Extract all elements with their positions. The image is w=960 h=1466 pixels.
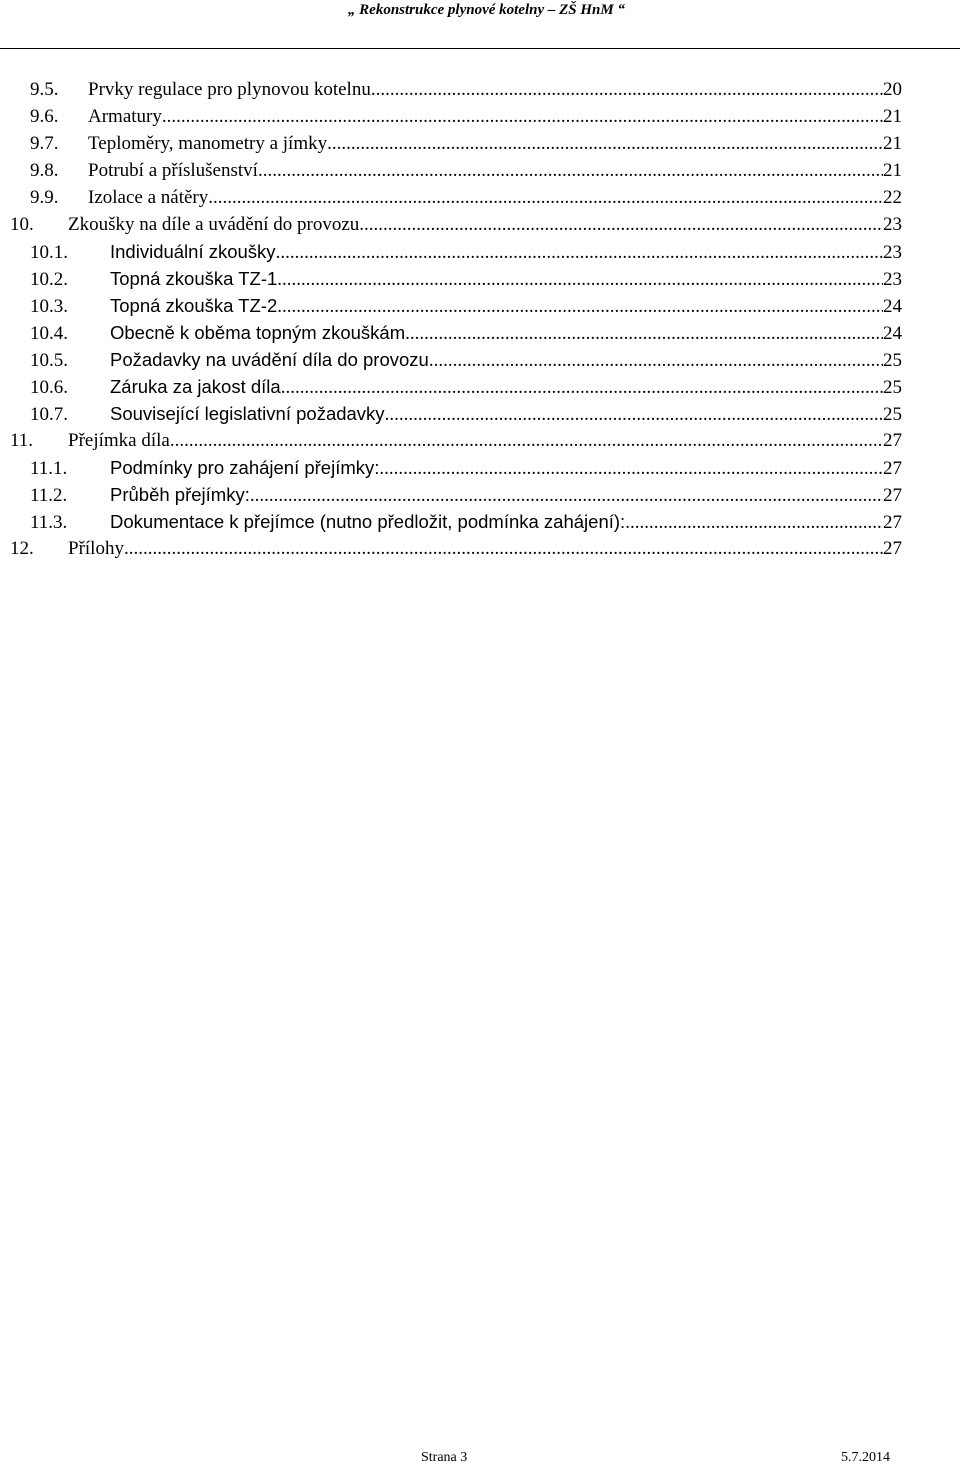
toc-entry-page-number: 24 xyxy=(883,296,902,317)
toc-entry-page-number: 27 xyxy=(883,458,902,479)
toc-entry-title: Armatury xyxy=(88,106,162,127)
toc-entry-page-number: 27 xyxy=(883,512,902,533)
toc-entry-title: Obecně k oběma topným zkouškám xyxy=(110,322,406,343)
toc-entry-page-number: 25 xyxy=(883,350,902,371)
toc-entry-page-number: 21 xyxy=(883,133,902,154)
toc-entry[interactable] xyxy=(0,427,902,454)
toc-entry-title: Topná zkouška TZ-1 xyxy=(110,268,278,289)
toc-dot-leader xyxy=(250,482,883,509)
toc-entry[interactable] xyxy=(0,454,902,481)
toc-entry-page-number: 23 xyxy=(883,242,902,263)
toc-dot-leader xyxy=(625,509,883,536)
toc-entry[interactable] xyxy=(0,211,902,238)
toc-dot-leader xyxy=(327,130,883,157)
footer-page-label: Strana 3 xyxy=(421,1450,468,1465)
toc-entry-number: 10.5. xyxy=(30,350,68,371)
toc-entry[interactable] xyxy=(0,292,902,319)
toc-dot-leader xyxy=(371,76,883,103)
toc-entry-title: Potrubí a příslušenství xyxy=(88,160,258,181)
toc-entry-page-number: 20 xyxy=(883,79,902,100)
toc-entry-number: 9.6. xyxy=(30,106,59,127)
toc-entry-page-number: 23 xyxy=(883,269,902,290)
toc-entry-number: 9.7. xyxy=(30,133,59,154)
toc-entry-page-number: 24 xyxy=(883,323,902,344)
toc-entry-page-number: 23 xyxy=(883,214,902,235)
toc-entry-title: Související legislativní požadavky xyxy=(110,403,385,424)
toc-dot-leader xyxy=(405,320,883,347)
toc-dot-leader xyxy=(277,266,883,293)
toc-entry-title: Individuální zkoušky xyxy=(110,241,276,262)
toc-entry-title: Přílohy xyxy=(68,538,124,559)
toc-entry-title: Záruka za jakost díla xyxy=(110,376,281,397)
toc-entry-number: 11.3. xyxy=(30,512,68,533)
toc-entry-title: Topná zkouška TZ-2 xyxy=(110,295,278,316)
toc-entry-number: 10.2. xyxy=(30,269,68,290)
toc-entry-page-number: 25 xyxy=(883,404,902,425)
toc-entry[interactable] xyxy=(0,373,902,400)
toc-entry-title: Požadavky na uvádění díla do provozu xyxy=(110,349,429,370)
toc-entry-number: 10.4. xyxy=(30,323,68,344)
toc-dot-leader xyxy=(379,455,883,482)
toc-entry-number: 10.6. xyxy=(30,377,68,398)
toc-entry-number: 9.9. xyxy=(30,187,59,208)
toc-entry-page-number: 21 xyxy=(883,106,902,127)
toc-entry[interactable] xyxy=(0,238,902,265)
toc-entry-number: 9.8. xyxy=(30,160,59,181)
toc-entry-page-number: 27 xyxy=(883,430,902,451)
toc-entry-title: Izolace a nátěry xyxy=(88,187,209,208)
toc-entry-number: 10. xyxy=(10,214,34,235)
header-divider xyxy=(0,48,960,49)
toc-dot-leader xyxy=(258,157,883,184)
toc-entry-number: 10.7. xyxy=(30,404,68,425)
toc-entry[interactable] xyxy=(0,319,902,346)
toc-entry[interactable] xyxy=(0,76,902,103)
toc-entry-number: 12. xyxy=(10,538,34,559)
toc-entry[interactable] xyxy=(0,535,902,562)
toc-entry[interactable] xyxy=(0,130,902,157)
toc-entry[interactable] xyxy=(0,400,902,427)
toc-entry-title: Teploměry, manometry a jímky xyxy=(88,133,328,154)
toc-dot-leader xyxy=(170,427,883,454)
toc-dot-leader xyxy=(277,293,883,320)
toc-dot-leader xyxy=(276,239,883,266)
toc-entry-number: 10.3. xyxy=(30,296,68,317)
toc-entry-number: 11.2. xyxy=(30,485,68,506)
toc-entry-page-number: 21 xyxy=(883,160,902,181)
toc-entry[interactable] xyxy=(0,103,902,130)
toc-entry-title: Prvky regulace pro plynovou kotelnu xyxy=(88,79,371,100)
toc-entry[interactable] xyxy=(0,157,902,184)
toc-dot-leader xyxy=(162,103,883,130)
toc-entry[interactable] xyxy=(0,346,902,373)
toc-entry-number: 11.1. xyxy=(30,458,68,479)
toc-dot-leader xyxy=(124,535,883,562)
toc-entry[interactable] xyxy=(0,508,902,535)
toc-entry-title: Průběh přejímky: xyxy=(110,484,250,505)
toc-entry-number: 11. xyxy=(10,430,34,451)
toc-entry-title: Dokumentace k přejímce (nutno předložit, podmínka zahájení): xyxy=(110,511,626,532)
toc-entry-number: 9.5. xyxy=(30,79,59,100)
toc-dot-leader xyxy=(208,184,883,211)
toc-entry-title: Zkoušky na díle a uvádění do provozu xyxy=(68,214,360,235)
page-header-title: „ Rekonstrukce plynové kotelny – ZŠ HnM “ xyxy=(347,2,625,18)
toc-dot-leader xyxy=(359,211,883,238)
table-of-contents xyxy=(0,76,902,562)
toc-entry-page-number: 27 xyxy=(883,485,902,506)
toc-entry[interactable] xyxy=(0,481,902,508)
toc-entry-number: 10.1. xyxy=(30,242,68,263)
footer-date: 5.7.2014 xyxy=(841,1450,890,1465)
toc-entry-page-number: 25 xyxy=(883,377,902,398)
toc-entry-page-number: 27 xyxy=(883,538,902,559)
toc-dot-leader xyxy=(429,347,883,374)
toc-entry[interactable] xyxy=(0,184,902,211)
toc-entry-title: Podmínky pro zahájení přejímky: xyxy=(110,457,380,478)
toc-entry-page-number: 22 xyxy=(883,187,902,208)
toc-entry[interactable] xyxy=(0,265,902,292)
toc-dot-leader xyxy=(385,401,883,428)
toc-dot-leader xyxy=(281,374,883,401)
toc-entry-title: Přejímka díla xyxy=(68,430,170,451)
